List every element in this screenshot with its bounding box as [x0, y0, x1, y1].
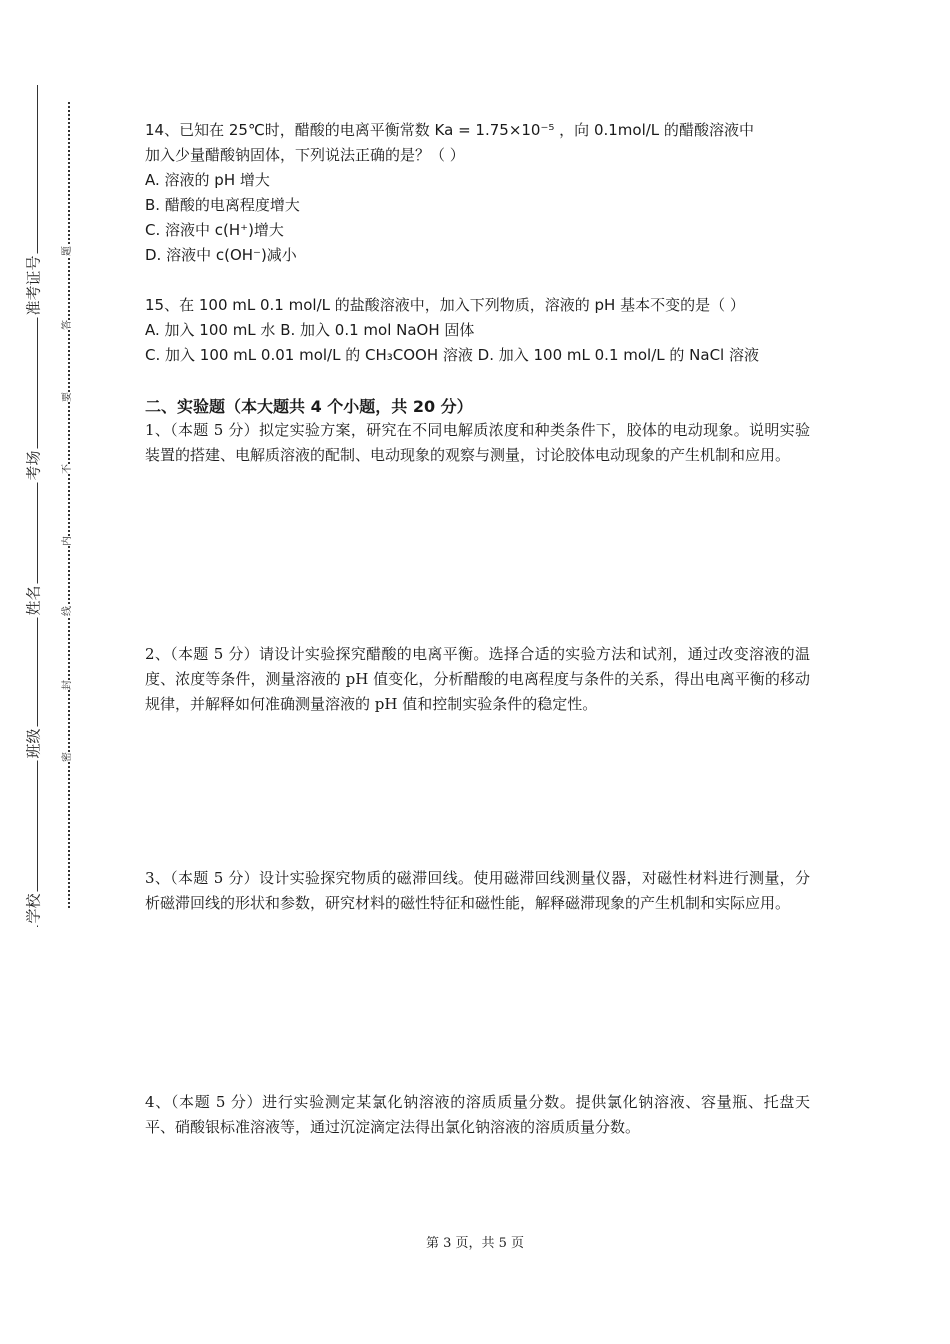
label-name: 姓名	[24, 585, 43, 616]
experiment-1	[145, 418, 810, 468]
question-stem: 加入少量醋酸钠固体，下列说法正确的是？（ ）	[145, 146, 465, 164]
page-footer: 第 3 页，共 5 页	[425, 1236, 525, 1251]
seal-char: 内	[62, 536, 73, 546]
seal-char: 不	[62, 464, 73, 474]
option-c: C. 溶液中 c(H⁺)增大	[145, 221, 284, 239]
section-title-wrapper	[145, 394, 810, 417]
seal-char: 答	[62, 320, 73, 330]
seal-char: 题	[62, 246, 73, 256]
option-d: D. 溶液中 c(OH⁻)减小	[145, 246, 297, 264]
seal-char: 封	[62, 680, 73, 690]
label-exam-room: 考场	[24, 450, 43, 481]
seal-char: 密	[62, 752, 73, 762]
question-14	[145, 118, 810, 268]
experiment-4	[145, 1090, 810, 1140]
section-title: 二、实验题（本大题共 4 个小题，共 20 分）	[145, 397, 473, 416]
experiment-text: 2、（本题 5 分）请设计实验探究醋酸的电离平衡。选择合适的实验方法和试剂，通过改变溶液的温度、浓度等条件，测量溶液的 pH 值变化，分析醋酸的电离程度与条件的关系，得出电离平衡的移动规律，并解释如何准确测量溶液的 pH 值和控制实验条件的稳定性。	[145, 645, 810, 713]
label-class: 班级	[24, 728, 43, 759]
experiment-2	[145, 642, 810, 717]
seal-char: 线	[62, 606, 73, 616]
question-stem: 15、在 100 mL 0.1 mol/L 的盐酸溶液中，加入下列物质，溶液的 pH 基本不变的是（ ）	[145, 296, 745, 314]
options-line: C. 加入 100 mL 0.01 mol/L 的 CH₃COOH 溶液 D. 加入 100 mL 0.1 mol/L 的 NaCl 溶液	[145, 346, 759, 364]
experiment-text: 3、（本题 5 分）设计实验探究物质的磁滞回线。使用磁滞回线测量仪器，对磁性材料进行测量，分析磁滞回线的形状和参数，研究材料的磁性特征和磁性能，解释磁滞现象的产生机制和实际应用。	[145, 869, 810, 912]
option-b: B. 醋酸的电离程度增大	[145, 196, 300, 214]
experiment-3	[145, 866, 810, 916]
binding-solid-line	[37, 85, 38, 927]
question-stem: 14、已知在 25℃时，醋酸的电离平衡常数 Ka = 1.75×10⁻⁵ ，向 0.1mol/L 的醋酸溶液中	[145, 121, 754, 139]
options-line: A. 加入 100 mL 水 B. 加入 0.1 mol NaOH 固体	[145, 321, 475, 339]
experiment-text: 4、（本题 5 分）进行实验测定某氯化钠溶液的溶质质量分数。提供氯化钠溶液、容量瓶、托盘天平、硝酸银标准溶液等，通过沉淀滴定法得出氯化钠溶液的溶质质量分数。	[145, 1093, 810, 1136]
label-exam-number: 准考证号	[24, 255, 43, 316]
question-15	[145, 293, 810, 368]
option-a: A. 溶液的 pH 增大	[145, 171, 270, 189]
seal-char: 要	[62, 392, 73, 402]
label-school: 学校	[24, 893, 43, 924]
experiment-text: 1、（本题 5 分）拟定实验方案，研究在不同电解质浓度和种类条件下，胶体的电动现象。说明实验装置的搭建、电解质溶液的配制、电动现象的观察与测量，讨论胶体电动现象的产生机制和应用。	[145, 421, 810, 464]
seal-dotted-line	[68, 102, 70, 908]
